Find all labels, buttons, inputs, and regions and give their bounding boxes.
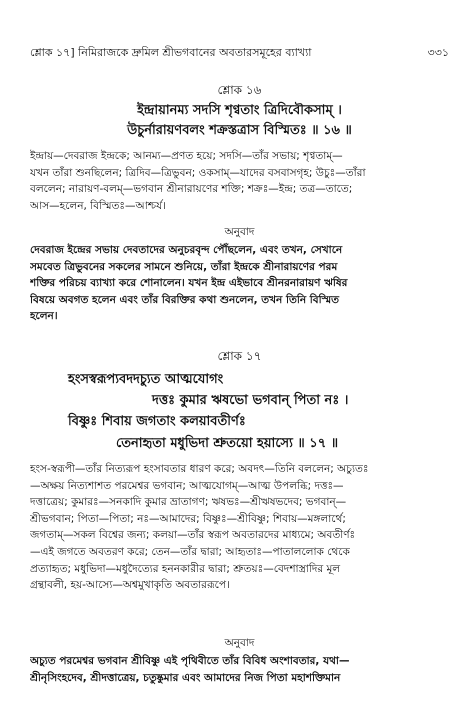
translation-line: সমবেত ত্রিভুবনের সকলের সামনে শুনিয়ে, তাঁরা ইন্দ্রকে শ্রীনারায়ণের পরম [30,260,338,273]
translation-line: শ্রীনৃসিংহদেব, শ্রীদত্তাত্রেয়, চতুষ্কুমার এবং আমাদের নিজ পিতা মহাশক্তিমান [30,671,341,684]
synonym-line: প্রত্যাহৃত; মধুভিদা—মধুদৈত্যের হননকারীর দ্বারা; শ্রুতয়ঃ—বেদশাস্ত্রাদির মূল [30,562,341,575]
page-number: ৩৩১ [427,46,449,59]
translation-line: অচ্যুত পরমেশ্বর ভগবান শ্রীবিষ্ণু এই পৃথিবীতে তাঁর বিবিধ অংশাবতার, যথা— [30,655,350,667]
translation-line: বিষয়ে অবগত হলেন এবং তাঁর বিরক্তির কথা শুনলেন, তখন তিনি বিস্মিত [30,293,340,306]
verse-17-translation [30,653,449,686]
running-header-text: শ্লোক ১৭] নিমিরাজকে দ্রুমিল শ্রীভগবানের অবতারসমূহের ব্যাখ্যা [30,46,312,59]
translation-line: দেবরাজ ইন্দ্রের সভায় দেবতাদের অনুচরবৃন্দ পৌঁছলেন, এবং তখন, সেখানে [30,244,343,256]
synonym-line: শ্রীভগবান; পিতা—পিতা; নঃ—আমাদের; বিষ্ণুঃ—শ্রীবিষ্ণু; শিবায়—মঙ্গলার্থে; [30,512,346,525]
running-header [30,44,449,62]
verse-16-line-1: ইন্দ্রায়ানম্য সদসি শৃণ্বতাং ত্রিদিবৌকসাম্ । [137,103,342,118]
synonym-line: ইন্দ্রায়—দেবরাজ ইন্দ্রকে; আনম্য—প্রণত হয়ে; সদসি—তাঁর সভায়; শৃণ্বতাম্— [30,150,343,162]
verse-16-line-2: উচুর্নারায়ণবলং শক্রস্তত্রাস বিস্মিতঃ ॥ ১৬ ॥ [127,123,352,138]
verse-17-line-3: বিষ্ণুঃ শিবায় জগতাং কলয়াবতীর্ণঃ [68,414,246,429]
synonym-line: আস—হলেন, বিস্মিতঃ—আশ্চর্য। [30,199,166,212]
translation-line: শক্তির পরিচয় ব্যাখ্যা করে শোনালেন। যখন ইন্দ্র এইভাবে শ্রীনরনারায়ণ ঋষির [30,277,348,290]
synonym-line: জগতাম্—সকল বিশ্বের জন্য; কলয়া—তাঁর স্বরূপ অবতারদের মাধ্যমে; অবতীর্ণঃ [30,529,356,542]
verse-17-line-4: তেনাহৃতা মধুভিদা শ্রুতয়ো হয়াস্যে ॥ ১৭ ॥ [116,436,339,451]
synonym-line: —অক্ষয় নিত্যশাশত পরমেশ্বর ভগবান; আত্মযোগম্—আত্ম উপলব্ধি; দত্তঃ— [30,479,344,492]
verse-17-title: শ্লোক ১৭ [217,349,262,363]
synonym-line: যখন তাঁরা শুনছিলেন; ত্রিদিব—ত্রিভুবন; ওকসাম্—যাদের বসবাসগৃহ; উচুঃ—তাঁরা [30,166,366,179]
verse-16-title: শ্লোক ১৬ [217,83,262,97]
verse-16-translation-title: অনুবাদ [224,226,255,238]
verse-17-line-1: হংসস্বরূপ্যবদদচ্যুত আত্মযোগং [68,372,224,387]
verse-17-synonyms [30,461,449,594]
verse-17-translation-title: অনুবাদ [224,637,255,649]
synonym-line: বললেন; নারায়ণ-বলম্—ভগবান শ্রীনারায়ণের শক্তি; শক্রঃ—ইন্দ্র; তত্র—তাতে; [30,183,353,196]
synonym-line: গ্রন্থাবলী, হয়-আস্যে—অশ্বমুখাকৃতি অবতাররূপে। [30,579,230,592]
translation-line: হলেন। [30,310,58,323]
synonym-line: দত্তাত্রেয়; কুমারঃ—সনকাদি কুমার ভ্রাতাগণ; ঋষভঃ—শ্রীঋষভদেব; ভগবান্— [30,496,347,509]
verse-17-line-2: দত্তঃ কুমার ঋষভো ভগবান্ পিতা নঃ । [152,393,349,408]
verse-16-translation [30,242,449,325]
synonym-line: হংস-স্বরূপী—তাঁর নিত্যরূপ হংসাবতার ধারণ করে; অবদৎ—তিনি বললেন; অচ্যুতঃ [30,463,369,475]
verse-16-synonyms [30,148,449,214]
synonym-line: —এই জগতে অবতরণ করে; তেন—তাঁর দ্বারা; আহৃতাঃ—পাতাললোক থেকে [30,545,350,558]
